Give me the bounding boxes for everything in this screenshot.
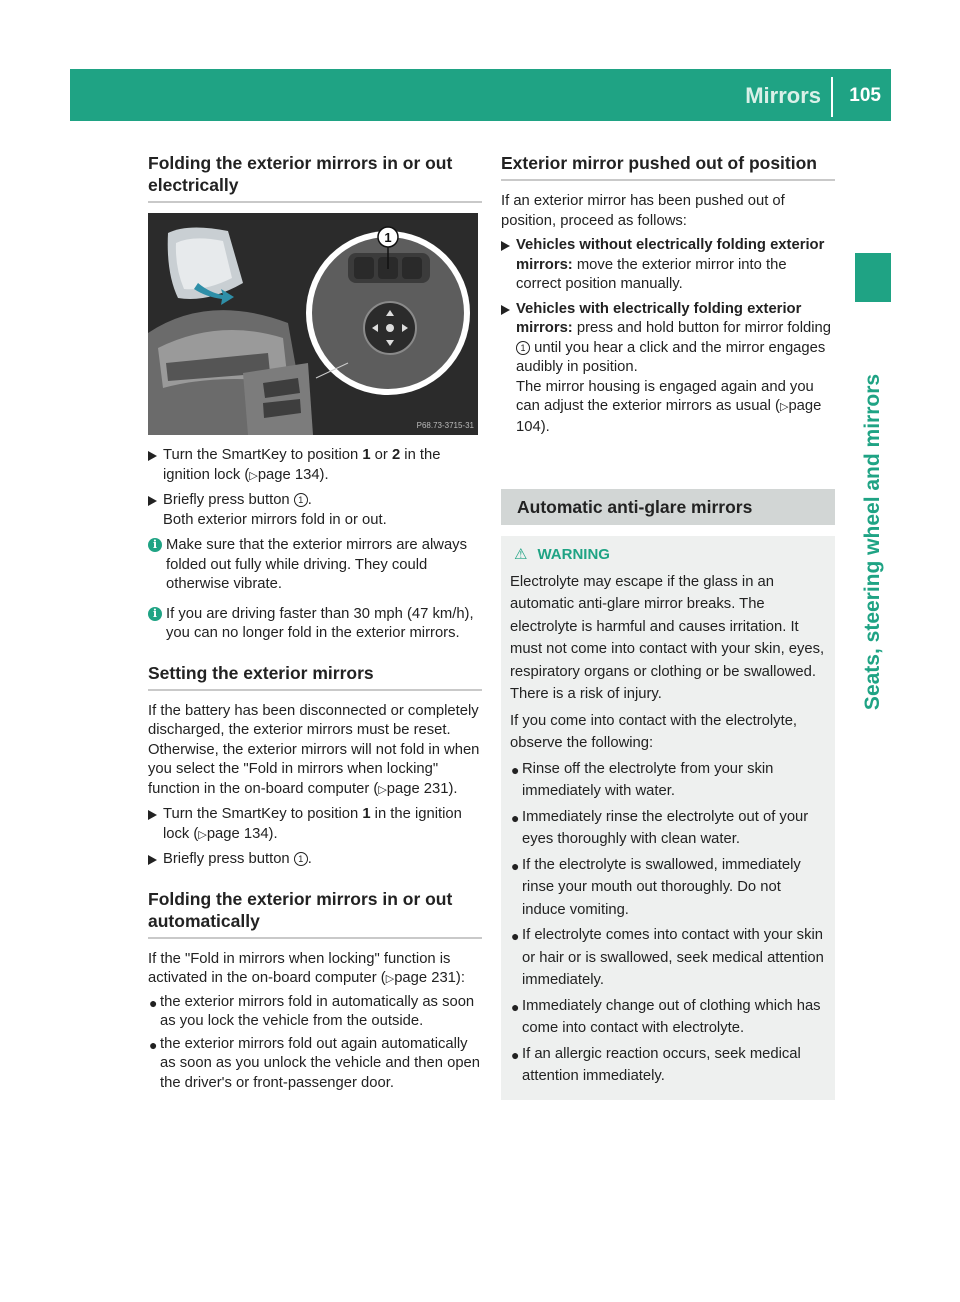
page-ref-icon: ▷ — [378, 783, 387, 796]
callout-1-icon: 1 — [294, 493, 308, 507]
callout-1-icon: 1 — [294, 852, 308, 866]
bullet-icon: ● — [511, 857, 520, 874]
side-tab-marker — [855, 253, 891, 302]
auto-paragraph: If the "Fold in mirrors when locking" function is activated in the on-board computer (▷page 231): — [148, 950, 465, 986]
heading-fold-electrically: Folding the exterior mirrors in or out electrically — [148, 152, 482, 203]
step-press-button: Briefly press button 1 . Both exterior mirrors fold in or out. — [148, 491, 482, 530]
list-item: ● If the electrolyte is swallowed, immediately rinse your mouth out thoroughly. Do not induce vomiting. — [511, 856, 801, 918]
info-icon: i — [148, 538, 162, 552]
callout-1-icon: 1 — [516, 341, 530, 355]
info-note-folded: i Make sure that the exterior mirrors are always folded out fully while driving. They could otherwise vibrate. — [148, 536, 482, 595]
arrow-icon — [501, 305, 510, 315]
bullet-icon: ● — [511, 809, 520, 826]
step-turn-key: Turn the SmartKey to position 1 or 2 in the ignition lock (▷page 134). — [148, 446, 482, 486]
arrow-icon — [148, 496, 157, 506]
list-item: ● If electrolyte comes into contact with your skin or hair or is swallowed, seek medical attention immediately. — [511, 927, 824, 988]
list-item: ● Rinse off the electrolyte from your skin immediately with water. — [511, 760, 774, 799]
setting-paragraph: If the battery has been disconnected or completely discharged, the exterior mirrors must be reset. Otherwise, the exterior mirrors will not fold in when you select the "Fold in mirrors when locking" function in the on-board computer (▷page 231). — [148, 702, 480, 797]
arrow-icon — [148, 810, 157, 820]
bullet-icon: ● — [511, 928, 520, 944]
arrow-icon — [148, 855, 157, 865]
header-divider — [831, 77, 833, 117]
list-item: ● Immediately change out of clothing which has come into contact with electrolyte. — [511, 997, 821, 1036]
list-item: ● the exterior mirrors fold out again automatically as soon as you unlock the vehicle and then open the driver's or front-passenger door. — [149, 1035, 481, 1091]
section-title: Mirrors — [745, 83, 821, 108]
pushed-paragraph: If an exterior mirror has been pushed out of position, proceed as follows: — [501, 193, 785, 229]
mirror-switch-photo — [148, 213, 478, 435]
left-column — [148, 152, 482, 1093]
bullet-icon: ● — [511, 998, 520, 1015]
photo-callout-1: 1 — [384, 230, 392, 245]
arrow-icon — [148, 451, 157, 461]
photo-code: P68.73-3715-31 — [416, 421, 474, 430]
arrow-icon — [501, 241, 510, 251]
step-without-electric: Vehicles without electrically folding exterior mirrors: move the exterior mirror into the correct position manually. — [501, 236, 835, 295]
warning-box — [501, 536, 835, 1100]
warning-text: Electrolyte may escape if the glass in an automatic anti-glare mirror breaks. The electrolyte is harmful and causes irritation. It must not come into contact with your skin, eyes, respiratory organs or clothing or be swallowed. There is a risk of injury. — [510, 573, 825, 702]
heading-anti-glare: Automatic anti-glare mirrors — [501, 489, 835, 525]
warning-header: ⚠ WARNING — [514, 544, 826, 567]
heading-fold-automatically: Folding the exterior mirrors in or out automatically — [148, 888, 482, 939]
step-turn-key-2: Turn the SmartKey to position 1 in the ignition lock (▷page 134). — [148, 805, 482, 845]
warning-triangle-icon: ⚠ — [514, 546, 528, 563]
list-item: ● If an allergic reaction occurs, seek medical attention immediately. — [511, 1045, 801, 1084]
info-icon: i — [148, 607, 162, 621]
list-item: ● the exterior mirrors fold in automatically as soon as you lock the vehicle from the outside. — [149, 993, 475, 1029]
step-press-button-2: Briefly press button 1 . — [148, 850, 482, 870]
bullet-icon: ● — [511, 1046, 520, 1063]
heading-pushed-out: Exterior mirror pushed out of position — [501, 152, 835, 181]
right-column — [501, 152, 835, 1100]
page-ref-icon: ▷ — [198, 828, 207, 841]
page-ref-icon: ▷ — [779, 401, 789, 413]
warning-text-2: If you come into contact with the electrolyte, observe the following: — [510, 712, 798, 751]
info-note-speed: i If you are driving faster than 30 mph (47 km/h), you can no longer fold in the exterior mirrors. — [148, 605, 482, 644]
bullet-icon: ● — [511, 761, 520, 778]
step-with-electric: Vehicles with electrically folding exterior mirrors: press and hold button for mirror folding 1 until you hear a click and the mirror engages audibly in position. The mirror housing is engaged again and you can adjust the exterior mirrors as usual (▷page 104). — [501, 300, 835, 438]
bullet-icon: ● — [149, 1036, 158, 1053]
page-ref-icon: ▷ — [385, 973, 395, 985]
bullet-icon: ● — [149, 994, 158, 1011]
list-item: ● Immediately rinse the electrolyte out of your eyes thoroughly with clean water. — [511, 808, 809, 847]
page-ref-icon: ▷ — [249, 469, 258, 482]
heading-setting-mirrors: Setting the exterior mirrors — [148, 662, 482, 691]
header-bar — [70, 69, 891, 121]
side-chapter-title: Seats, steering wheel and mirrors — [861, 373, 884, 711]
page-number: 105 — [849, 85, 881, 106]
